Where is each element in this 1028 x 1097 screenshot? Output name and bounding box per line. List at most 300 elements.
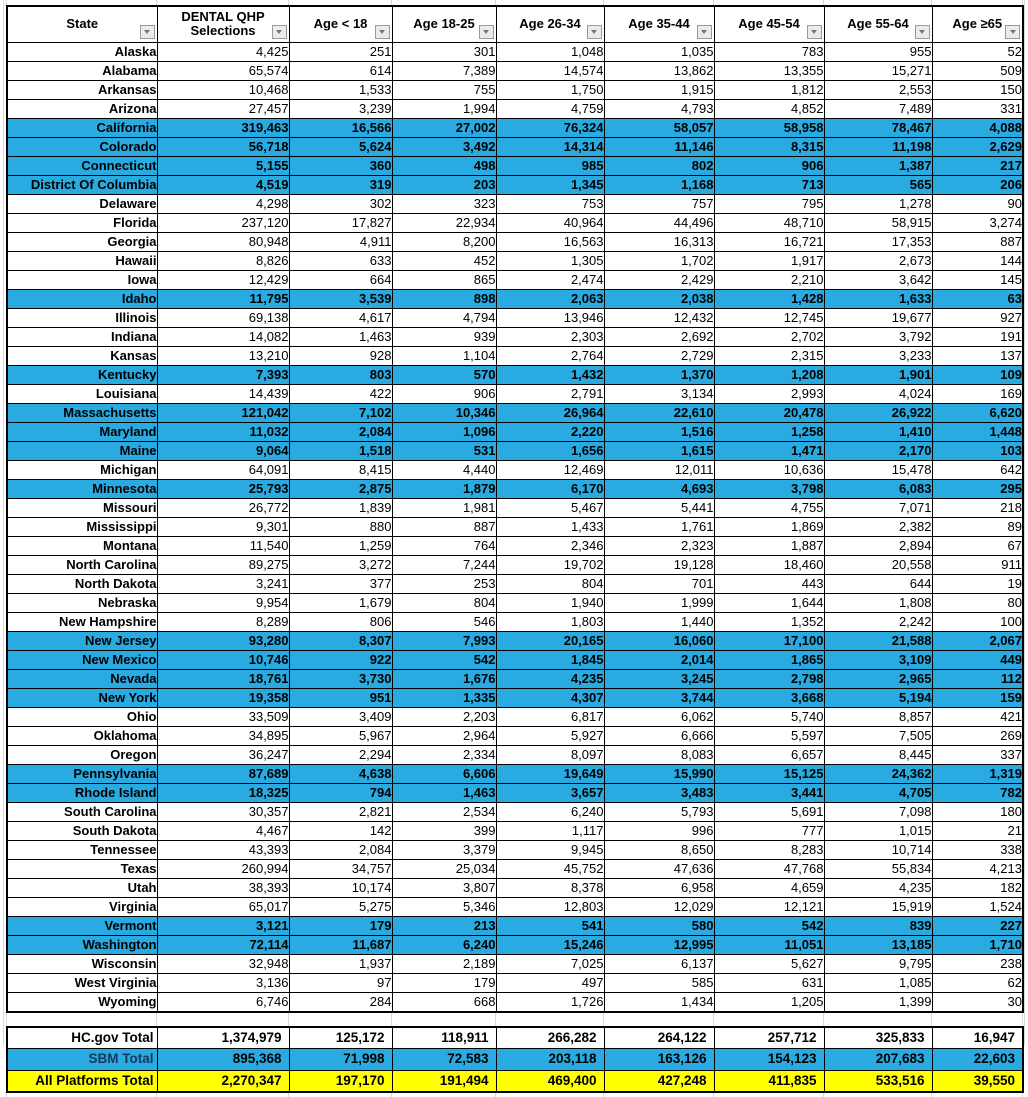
value-cell[interactable]: 8,097 (496, 745, 604, 764)
value-cell[interactable]: 542 (714, 916, 824, 935)
filter-dropdown-icon[interactable] (479, 25, 494, 39)
value-cell[interactable]: 804 (496, 574, 604, 593)
value-cell[interactable]: 8,200 (392, 232, 496, 251)
value-cell[interactable]: 7,489 (824, 99, 932, 118)
state-cell[interactable]: Hawaii (7, 251, 157, 270)
value-cell[interactable]: 16,566 (289, 118, 392, 137)
value-cell[interactable]: 206 (932, 175, 1023, 194)
value-cell[interactable]: 19 (932, 574, 1023, 593)
value-cell[interactable]: 3,642 (824, 270, 932, 289)
total-value-cell[interactable]: 72,583 (392, 1049, 496, 1071)
value-cell[interactable]: 1,676 (392, 669, 496, 688)
state-cell[interactable]: Ohio (7, 707, 157, 726)
value-cell[interactable]: 284 (289, 992, 392, 1012)
value-cell[interactable]: 19,358 (157, 688, 289, 707)
value-cell[interactable]: 24,362 (824, 764, 932, 783)
value-cell[interactable]: 887 (392, 517, 496, 536)
value-cell[interactable]: 2,242 (824, 612, 932, 631)
value-cell[interactable]: 3,744 (604, 688, 714, 707)
state-cell[interactable]: Vermont (7, 916, 157, 935)
state-cell[interactable]: New Mexico (7, 650, 157, 669)
value-cell[interactable]: 1,205 (714, 992, 824, 1012)
value-cell[interactable]: 4,852 (714, 99, 824, 118)
value-cell[interactable]: 546 (392, 612, 496, 631)
value-cell[interactable]: 449 (932, 650, 1023, 669)
value-cell[interactable]: 701 (604, 574, 714, 593)
value-cell[interactable]: 614 (289, 61, 392, 80)
total-value-cell[interactable]: 533,516 (824, 1070, 932, 1092)
value-cell[interactable]: 301 (392, 42, 496, 61)
value-cell[interactable]: 3,233 (824, 346, 932, 365)
state-cell[interactable]: Kentucky (7, 365, 157, 384)
value-cell[interactable]: 10,346 (392, 403, 496, 422)
value-cell[interactable]: 585 (604, 973, 714, 992)
value-cell[interactable]: 2,673 (824, 251, 932, 270)
value-cell[interactable]: 4,794 (392, 308, 496, 327)
value-cell[interactable]: 1,208 (714, 365, 824, 384)
value-cell[interactable]: 12,121 (714, 897, 824, 916)
total-value-cell[interactable]: 264,122 (604, 1027, 714, 1049)
state-cell[interactable]: Virginia (7, 897, 157, 916)
state-cell[interactable]: California (7, 118, 157, 137)
value-cell[interactable]: 4,617 (289, 308, 392, 327)
value-cell[interactable]: 3,134 (604, 384, 714, 403)
value-cell[interactable]: 1,994 (392, 99, 496, 118)
value-cell[interactable]: 1,615 (604, 441, 714, 460)
value-cell[interactable]: 1,352 (714, 612, 824, 631)
value-cell[interactable]: 11,146 (604, 137, 714, 156)
value-cell[interactable]: 52 (932, 42, 1023, 61)
value-cell[interactable]: 3,136 (157, 973, 289, 992)
value-cell[interactable]: 8,445 (824, 745, 932, 764)
value-cell[interactable]: 10,174 (289, 878, 392, 897)
value-cell[interactable]: 898 (392, 289, 496, 308)
value-cell[interactable]: 80 (932, 593, 1023, 612)
state-cell[interactable]: Louisiana (7, 384, 157, 403)
value-cell[interactable]: 269 (932, 726, 1023, 745)
value-cell[interactable]: 4,693 (604, 479, 714, 498)
value-cell[interactable]: 30,357 (157, 802, 289, 821)
filter-dropdown-icon[interactable] (915, 25, 930, 39)
value-cell[interactable]: 951 (289, 688, 392, 707)
value-cell[interactable]: 2,791 (496, 384, 604, 403)
total-value-cell[interactable]: 325,833 (824, 1027, 932, 1049)
value-cell[interactable]: 668 (392, 992, 496, 1012)
value-cell[interactable]: 1,319 (932, 764, 1023, 783)
value-cell[interactable]: 32,948 (157, 954, 289, 973)
value-cell[interactable]: 319,463 (157, 118, 289, 137)
value-cell[interactable]: 1,865 (714, 650, 824, 669)
column-header-state[interactable] (7, 6, 157, 42)
state-cell[interactable]: Alabama (7, 61, 157, 80)
value-cell[interactable]: 20,558 (824, 555, 932, 574)
value-cell[interactable]: 5,927 (496, 726, 604, 745)
value-cell[interactable]: 25,793 (157, 479, 289, 498)
value-cell[interactable]: 1,999 (604, 593, 714, 612)
state-cell[interactable]: Wyoming (7, 992, 157, 1012)
state-cell[interactable]: South Dakota (7, 821, 157, 840)
value-cell[interactable]: 1,428 (714, 289, 824, 308)
value-cell[interactable]: 2,553 (824, 80, 932, 99)
value-cell[interactable]: 5,691 (714, 802, 824, 821)
value-cell[interactable]: 302 (289, 194, 392, 213)
value-cell[interactable]: 2,429 (604, 270, 714, 289)
value-cell[interactable]: 8,650 (604, 840, 714, 859)
state-cell[interactable]: Nebraska (7, 593, 157, 612)
value-cell[interactable]: 1,644 (714, 593, 824, 612)
value-cell[interactable]: 570 (392, 365, 496, 384)
value-cell[interactable]: 6,240 (496, 802, 604, 821)
filter-dropdown-icon[interactable] (587, 25, 602, 39)
value-cell[interactable]: 5,441 (604, 498, 714, 517)
value-cell[interactable]: 3,657 (496, 783, 604, 802)
value-cell[interactable]: 90 (932, 194, 1023, 213)
value-cell[interactable]: 21 (932, 821, 1023, 840)
total-value-cell[interactable]: 118,911 (392, 1027, 496, 1049)
value-cell[interactable]: 217 (932, 156, 1023, 175)
value-cell[interactable]: 3,121 (157, 916, 289, 935)
value-cell[interactable]: 1,448 (932, 422, 1023, 441)
value-cell[interactable]: 191 (932, 327, 1023, 346)
value-cell[interactable]: 14,439 (157, 384, 289, 403)
total-value-cell[interactable]: 71,998 (289, 1049, 392, 1071)
value-cell[interactable]: 55,834 (824, 859, 932, 878)
value-cell[interactable]: 295 (932, 479, 1023, 498)
value-cell[interactable]: 7,098 (824, 802, 932, 821)
state-cell[interactable]: New York (7, 688, 157, 707)
value-cell[interactable]: 26,922 (824, 403, 932, 422)
state-cell[interactable]: Indiana (7, 327, 157, 346)
total-value-cell[interactable]: 16,947 (932, 1027, 1023, 1049)
value-cell[interactable]: 7,389 (392, 61, 496, 80)
value-cell[interactable]: 3,539 (289, 289, 392, 308)
value-cell[interactable]: 906 (714, 156, 824, 175)
value-cell[interactable]: 87,689 (157, 764, 289, 783)
state-cell[interactable]: Rhode Island (7, 783, 157, 802)
state-cell[interactable]: Arizona (7, 99, 157, 118)
value-cell[interactable]: 11,198 (824, 137, 932, 156)
value-cell[interactable]: 72,114 (157, 935, 289, 954)
value-cell[interactable]: 260,994 (157, 859, 289, 878)
value-cell[interactable]: 2,334 (392, 745, 496, 764)
value-cell[interactable]: 26,964 (496, 403, 604, 422)
value-cell[interactable]: 6,958 (604, 878, 714, 897)
value-cell[interactable]: 1,710 (932, 935, 1023, 954)
value-cell[interactable]: 97 (289, 973, 392, 992)
value-cell[interactable]: 2,692 (604, 327, 714, 346)
value-cell[interactable]: 19,649 (496, 764, 604, 783)
value-cell[interactable]: 22,610 (604, 403, 714, 422)
value-cell[interactable]: 3,274 (932, 213, 1023, 232)
value-cell[interactable]: 5,624 (289, 137, 392, 156)
value-cell[interactable]: 16,060 (604, 631, 714, 650)
value-cell[interactable]: 7,025 (496, 954, 604, 973)
state-cell[interactable]: Idaho (7, 289, 157, 308)
state-cell[interactable]: New Hampshire (7, 612, 157, 631)
value-cell[interactable]: 8,857 (824, 707, 932, 726)
value-cell[interactable]: 3,792 (824, 327, 932, 346)
value-cell[interactable]: 2,210 (714, 270, 824, 289)
value-cell[interactable]: 7,993 (392, 631, 496, 650)
state-cell[interactable]: South Carolina (7, 802, 157, 821)
value-cell[interactable]: 3,241 (157, 574, 289, 593)
value-cell[interactable]: 8,315 (714, 137, 824, 156)
value-cell[interactable]: 1,258 (714, 422, 824, 441)
value-cell[interactable]: 64,091 (157, 460, 289, 479)
value-cell[interactable]: 13,862 (604, 61, 714, 80)
value-cell[interactable]: 58,057 (604, 118, 714, 137)
state-cell[interactable]: Pennsylvania (7, 764, 157, 783)
total-value-cell[interactable]: 203,118 (496, 1049, 604, 1071)
state-cell[interactable]: North Dakota (7, 574, 157, 593)
state-cell[interactable]: Texas (7, 859, 157, 878)
value-cell[interactable]: 12,432 (604, 308, 714, 327)
value-cell[interactable]: 4,793 (604, 99, 714, 118)
value-cell[interactable]: 38,393 (157, 878, 289, 897)
value-cell[interactable]: 13,355 (714, 61, 824, 80)
value-cell[interactable]: 36,247 (157, 745, 289, 764)
value-cell[interactable]: 880 (289, 517, 392, 536)
value-cell[interactable]: 16,563 (496, 232, 604, 251)
value-cell[interactable]: 497 (496, 973, 604, 992)
column-header-age-65[interactable] (932, 6, 1023, 42)
value-cell[interactable]: 2,220 (496, 422, 604, 441)
value-cell[interactable]: 1,440 (604, 612, 714, 631)
total-value-cell[interactable]: 469,400 (496, 1070, 604, 1092)
value-cell[interactable]: 8,289 (157, 612, 289, 631)
value-cell[interactable]: 8,283 (714, 840, 824, 859)
value-cell[interactable]: 839 (824, 916, 932, 935)
value-cell[interactable]: 10,746 (157, 650, 289, 669)
value-cell[interactable]: 4,519 (157, 175, 289, 194)
state-cell[interactable]: West Virginia (7, 973, 157, 992)
total-value-cell[interactable]: 1,374,979 (157, 1027, 289, 1049)
value-cell[interactable]: 1,761 (604, 517, 714, 536)
column-header-age-18-25[interactable] (392, 6, 496, 42)
value-cell[interactable]: 1,901 (824, 365, 932, 384)
column-header-age-45-54[interactable] (714, 6, 824, 42)
value-cell[interactable]: 1,702 (604, 251, 714, 270)
value-cell[interactable]: 9,945 (496, 840, 604, 859)
state-cell[interactable]: Kansas (7, 346, 157, 365)
value-cell[interactable]: 6,083 (824, 479, 932, 498)
value-cell[interactable]: 9,064 (157, 441, 289, 460)
total-value-cell[interactable]: 895,368 (157, 1049, 289, 1071)
value-cell[interactable]: 27,002 (392, 118, 496, 137)
value-cell[interactable]: 14,574 (496, 61, 604, 80)
value-cell[interactable]: 764 (392, 536, 496, 555)
value-cell[interactable]: 103 (932, 441, 1023, 460)
value-cell[interactable]: 806 (289, 612, 392, 631)
value-cell[interactable]: 47,636 (604, 859, 714, 878)
value-cell[interactable]: 180 (932, 802, 1023, 821)
value-cell[interactable]: 5,793 (604, 802, 714, 821)
value-cell[interactable]: 1,516 (604, 422, 714, 441)
value-cell[interactable]: 27,457 (157, 99, 289, 118)
value-cell[interactable]: 20,165 (496, 631, 604, 650)
state-cell[interactable]: Nevada (7, 669, 157, 688)
value-cell[interactable]: 1,432 (496, 365, 604, 384)
value-cell[interactable]: 4,235 (824, 878, 932, 897)
value-cell[interactable]: 58,915 (824, 213, 932, 232)
value-cell[interactable]: 927 (932, 308, 1023, 327)
state-cell[interactable]: Wisconsin (7, 954, 157, 973)
state-cell[interactable]: Tennessee (7, 840, 157, 859)
value-cell[interactable]: 159 (932, 688, 1023, 707)
value-cell[interactable]: 17,100 (714, 631, 824, 650)
value-cell[interactable]: 80,948 (157, 232, 289, 251)
value-cell[interactable]: 89 (932, 517, 1023, 536)
value-cell[interactable]: 4,755 (714, 498, 824, 517)
value-cell[interactable]: 8,415 (289, 460, 392, 479)
value-cell[interactable]: 16,721 (714, 232, 824, 251)
value-cell[interactable]: 179 (289, 916, 392, 935)
value-cell[interactable]: 17,353 (824, 232, 932, 251)
value-cell[interactable]: 1,887 (714, 536, 824, 555)
value-cell[interactable]: 1,370 (604, 365, 714, 384)
value-cell[interactable]: 1,305 (496, 251, 604, 270)
state-cell[interactable]: Colorado (7, 137, 157, 156)
value-cell[interactable]: 399 (392, 821, 496, 840)
value-cell[interactable]: 78,467 (824, 118, 932, 137)
value-cell[interactable]: 11,795 (157, 289, 289, 308)
value-cell[interactable]: 4,638 (289, 764, 392, 783)
value-cell[interactable]: 2,346 (496, 536, 604, 555)
value-cell[interactable]: 21,588 (824, 631, 932, 650)
value-cell[interactable]: 319 (289, 175, 392, 194)
value-cell[interactable]: 783 (714, 42, 824, 61)
value-cell[interactable]: 15,246 (496, 935, 604, 954)
value-cell[interactable]: 337 (932, 745, 1023, 764)
state-cell[interactable]: Alaska (7, 42, 157, 61)
value-cell[interactable]: 8,083 (604, 745, 714, 764)
value-cell[interactable]: 757 (604, 194, 714, 213)
value-cell[interactable]: 2,315 (714, 346, 824, 365)
value-cell[interactable]: 531 (392, 441, 496, 460)
value-cell[interactable]: 5,740 (714, 707, 824, 726)
value-cell[interactable]: 15,125 (714, 764, 824, 783)
value-cell[interactable]: 4,213 (932, 859, 1023, 878)
value-cell[interactable]: 150 (932, 80, 1023, 99)
value-cell[interactable]: 2,729 (604, 346, 714, 365)
value-cell[interactable]: 1,399 (824, 992, 932, 1012)
value-cell[interactable]: 2,964 (392, 726, 496, 745)
state-cell[interactable]: Iowa (7, 270, 157, 289)
state-cell[interactable]: Connecticut (7, 156, 157, 175)
total-label-cell[interactable]: SBM Total (7, 1049, 157, 1071)
value-cell[interactable]: 34,895 (157, 726, 289, 745)
value-cell[interactable]: 4,759 (496, 99, 604, 118)
value-cell[interactable]: 7,071 (824, 498, 932, 517)
value-cell[interactable]: 18,325 (157, 783, 289, 802)
value-cell[interactable]: 30 (932, 992, 1023, 1012)
value-cell[interactable]: 2,063 (496, 289, 604, 308)
value-cell[interactable]: 33,509 (157, 707, 289, 726)
value-cell[interactable]: 89,275 (157, 555, 289, 574)
column-header-age-26-34[interactable] (496, 6, 604, 42)
value-cell[interactable]: 713 (714, 175, 824, 194)
value-cell[interactable]: 2,014 (604, 650, 714, 669)
state-cell[interactable]: Mississippi (7, 517, 157, 536)
value-cell[interactable]: 5,967 (289, 726, 392, 745)
value-cell[interactable]: 1,518 (289, 441, 392, 460)
value-cell[interactable]: 11,051 (714, 935, 824, 954)
value-cell[interactable]: 3,668 (714, 688, 824, 707)
value-cell[interactable]: 906 (392, 384, 496, 403)
total-value-cell[interactable]: 191,494 (392, 1070, 496, 1092)
total-value-cell[interactable]: 154,123 (714, 1049, 824, 1071)
value-cell[interactable]: 2,067 (932, 631, 1023, 650)
value-cell[interactable]: 58,958 (714, 118, 824, 137)
filter-dropdown-icon[interactable] (375, 25, 390, 39)
value-cell[interactable]: 1,533 (289, 80, 392, 99)
value-cell[interactable]: 5,194 (824, 688, 932, 707)
value-cell[interactable]: 1,981 (392, 498, 496, 517)
value-cell[interactable]: 2,965 (824, 669, 932, 688)
value-cell[interactable]: 3,807 (392, 878, 496, 897)
value-cell[interactable]: 421 (932, 707, 1023, 726)
value-cell[interactable]: 865 (392, 270, 496, 289)
value-cell[interactable]: 10,636 (714, 460, 824, 479)
value-cell[interactable]: 65,574 (157, 61, 289, 80)
value-cell[interactable]: 2,084 (289, 422, 392, 441)
value-cell[interactable]: 1,940 (496, 593, 604, 612)
value-cell[interactable]: 15,271 (824, 61, 932, 80)
state-cell[interactable]: District Of Columbia (7, 175, 157, 194)
value-cell[interactable]: 1,434 (604, 992, 714, 1012)
value-cell[interactable]: 13,210 (157, 346, 289, 365)
value-cell[interactable]: 911 (932, 555, 1023, 574)
value-cell[interactable]: 10,468 (157, 80, 289, 99)
value-cell[interactable]: 6,170 (496, 479, 604, 498)
value-cell[interactable]: 1,750 (496, 80, 604, 99)
state-cell[interactable]: New Jersey (7, 631, 157, 650)
value-cell[interactable]: 422 (289, 384, 392, 403)
value-cell[interactable]: 43,393 (157, 840, 289, 859)
value-cell[interactable]: 928 (289, 346, 392, 365)
value-cell[interactable]: 20,478 (714, 403, 824, 422)
value-cell[interactable]: 1,869 (714, 517, 824, 536)
total-value-cell[interactable]: 427,248 (604, 1070, 714, 1092)
value-cell[interactable]: 145 (932, 270, 1023, 289)
total-label-cell[interactable]: All Platforms Total (7, 1070, 157, 1092)
total-value-cell[interactable]: 411,835 (714, 1070, 824, 1092)
value-cell[interactable]: 939 (392, 327, 496, 346)
value-cell[interactable]: 2,629 (932, 137, 1023, 156)
value-cell[interactable]: 803 (289, 365, 392, 384)
value-cell[interactable]: 2,764 (496, 346, 604, 365)
value-cell[interactable]: 1,679 (289, 593, 392, 612)
value-cell[interactable]: 1,085 (824, 973, 932, 992)
value-cell[interactable]: 26,772 (157, 498, 289, 517)
value-cell[interactable]: 12,469 (496, 460, 604, 479)
value-cell[interactable]: 227 (932, 916, 1023, 935)
state-cell[interactable]: Georgia (7, 232, 157, 251)
value-cell[interactable]: 25,034 (392, 859, 496, 878)
state-cell[interactable]: Missouri (7, 498, 157, 517)
state-cell[interactable]: Minnesota (7, 479, 157, 498)
value-cell[interactable]: 44,496 (604, 213, 714, 232)
state-cell[interactable]: Washington (7, 935, 157, 954)
value-cell[interactable]: 1,335 (392, 688, 496, 707)
value-cell[interactable]: 2,534 (392, 802, 496, 821)
value-cell[interactable]: 1,035 (604, 42, 714, 61)
filter-dropdown-icon[interactable] (272, 25, 287, 39)
value-cell[interactable]: 996 (604, 821, 714, 840)
value-cell[interactable]: 4,467 (157, 821, 289, 840)
value-cell[interactable]: 16,313 (604, 232, 714, 251)
value-cell[interactable]: 1,937 (289, 954, 392, 973)
